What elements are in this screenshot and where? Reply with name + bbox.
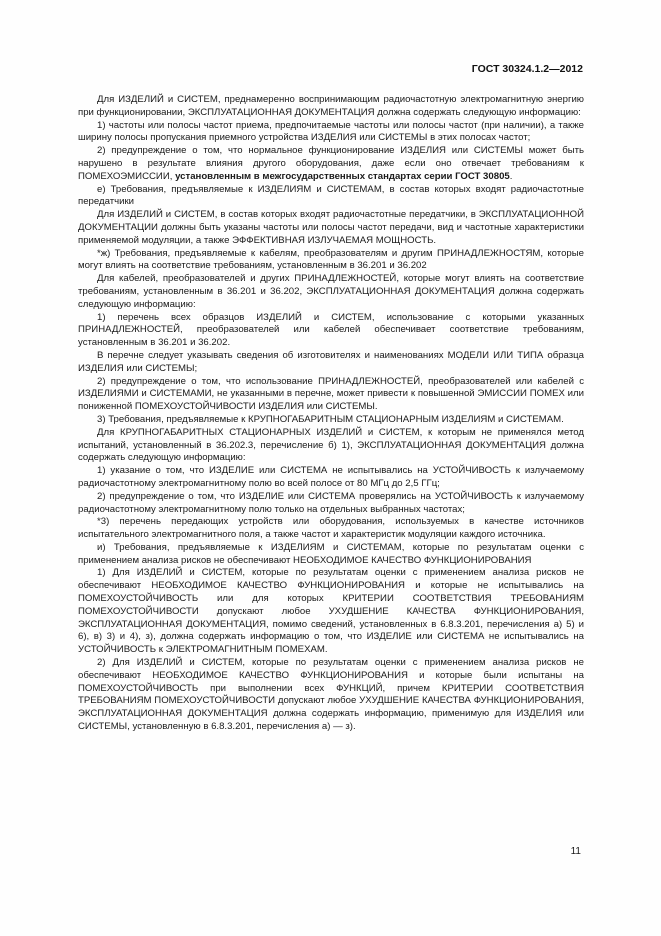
paragraph: Для ИЗДЕЛИЙ и СИСТЕМ, преднамеренно воспринимающим радиочастотную электромагнитную энергию при функционировании, ЭКСПЛУАТАЦИОННАЯ ДОКУМЕНТАЦИЯ должна содержать следующую информацию: <box>78 94 584 118</box>
paragraph: е) Требования, предъявляемые к ИЗДЕЛИЯМ и СИСТЕМАМ, в состав которых входят радиочастотные передатчики <box>78 183 584 208</box>
bold-tail: . <box>509 170 513 182</box>
paragraph: 1) частоты или полосы частот приема, предпочитаемые частоты или полосы частот (при наличии), а также ширину полосы пропускания приемного устройства ИЗДЕЛИЯ или СИСТЕМЫ в этих полосах частот; <box>78 119 584 144</box>
paragraph: 1) перечень всех образцов ИЗДЕЛИЙ и СИСТЕМ, использование с которыми указанных ПРИНАДЛЕЖНОСТЕЙ, преобразователей или кабелей обеспечивает соответствие требованиям, установленным в 36.201 и 36.202. <box>78 311 584 349</box>
paragraph: Для ИЗДЕЛИЙ и СИСТЕМ, в состав которых входят радиочастотные передатчики, в ЭКСПЛУАТАЦИОННОЙ ДОКУМЕНТАЦИИ должны быть указаны частоты или полосы частот передачи, вид и частотные характеристики применяемой модуляции, а также ЭФФЕКТИВНАЯ ИЗЛУЧАЕМАЯ МОЩНОСТЬ. <box>78 209 584 246</box>
document-body <box>78 94 584 734</box>
paragraph-with-bold <box>78 145 584 183</box>
paragraph: 1) указание о том, что ИЗДЕЛИЕ или СИСТЕМА не испытывались на УСТОЙЧИВОСТЬ к излучаемому радиочастотному электромагнитному полю во всей полосе от 80 МГц до 2,5 ГГц; <box>78 465 584 489</box>
paragraph: и) Требования, предъявляемые к ИЗДЕЛИЯМ и СИСТЕМАМ, которые по результатам оценки с применением анализа рисков не обеспечивают НЕОБХОДИМОЕ КАЧЕСТВО ФУНКЦИОНИРОВАНИЯ <box>78 541 584 566</box>
paragraph: *3) перечень передающих устройств или оборудования, используемых в качестве источников испытательного электромагнитного поля, а также частот и характеристик модуляции каждого источника. <box>78 516 584 541</box>
paragraph: 2) предупреждение о том, что ИЗДЕЛИЕ или СИСТЕМА проверялись на УСТОЙЧИВОСТЬ к излучаемому радиочастотному электромагнитному полю только на отдельных выбранных частотах; <box>78 490 584 515</box>
paragraph: *ж) Требования, предъявляемые к кабелям, преобразователям и другим ПРИНАДЛЕЖНОСТЯМ, которые могут влиять на соответствие требованиям, установленным в 36.201 и 36.202 <box>78 247 584 272</box>
paragraph: Для кабелей, преобразователей и других ПРИНАДЛЕЖНОСТЕЙ, которые могут влиять на соответствие требованиям, установленным в 36.201 и 36.202, ЭКСПЛУАТАЦИОННАЯ ДОКУМЕНТАЦИЯ должна содержать следующую информацию: <box>78 273 584 310</box>
document-header: ГОСТ 30324.1.2—2012 <box>471 63 583 75</box>
paragraph: 3) Требования, предъявляемые к КРУПНОГАБАРИТНЫМ СТАЦИОНАРНЫМ ИЗДЕЛИЯМ и СИСТЕМАМ. <box>97 413 564 425</box>
paragraph: В перечне следует указывать сведения об изготовителях и наименованиях МОДЕЛИ ИЛИ ТИПА образца ИЗДЕЛИЯ или СИСТЕМЫ; <box>78 349 584 374</box>
paragraph: 1) Для ИЗДЕЛИЙ и СИСТЕМ, которые по результатам оценки с применением анализа рисков не обеспечивают НЕОБХОДИМОЕ КАЧЕСТВО ФУНКЦИОНИРОВАНИЯ и которые не испытывались на ПОМЕХОУСТОЙЧИВОСТЬ или для которых КРИТЕРИИ СООТВЕТСТВИЯ ТРЕБОВАНИЯМ ПОМЕХОУСТОЙЧИВОСТИ допускают любое УХУДШЕНИЕ КАЧЕСТВА ФУНКЦИОНИРОВАНИЯ, ЭКСПЛУАТАЦИОННАЯ ДОКУМЕНТАЦИЯ, помимо сведений, установленных в 6.8.3.201, перечисления а) 5) и 6), в) 3) и 4), з), должна содержать информацию о том, что ИЗДЕЛИЕ или СИСТЕМА не испытывались на УСТОЙЧИВОСТЬ к ЭЛЕКТРОМАГНИТНЫМ ПОМЕХАМ. <box>78 567 584 656</box>
paragraph-text: 2) предупреждение о том, что нормальное функционирование ИЗДЕЛИЯ или СИСТЕМЫ может быть нарушено в результате влияния другого оборудования, даже если оно отвечает требованиям к ПОМЕХОЭМИССИИ, <box>78 145 584 182</box>
page-number: 11 <box>570 846 581 857</box>
paragraph: 2) предупреждение о том, что использование ПРИНАДЛЕЖНОСТЕЙ, преобразователей или кабелей с ИЗДЕЛИЯМИ и СИСТЕМАМИ, не указанными в перечне, может привести к повышенной ЭМИССИИ ПОМЕХ или пониженной ПОМЕХОУСТОЙЧИВОСТИ ИЗДЕЛИЯ или СИСТЕМЫ. <box>78 375 584 413</box>
bold-reference: установленным в межгосударственных стандартах серии ГОСТ 30805 <box>175 170 510 182</box>
paragraph: 2) Для ИЗДЕЛИЙ и СИСТЕМ, которые по результатам оценки с применением анализа рисков не обеспечивают НЕОБХОДИМОЕ КАЧЕСТВО ФУНКЦИОНИРОВАНИЯ и которые были испытаны на ПОМЕХОУСТОЙЧИВОСТЬ при выполнении всех ФУНКЦИЙ, причем КРИТЕРИИ СООТВЕТСТВИЯ ТРЕБОВАНИЯМ ПОМЕХОУСТОЙЧИВОСТИ допускают любое УХУДШЕНИЕ КАЧЕСТВА ФУНКЦИОНИРОВАНИЯ, ЭКСПЛУАТАЦИОННАЯ ДОКУМЕНТАЦИЯ должна содержать информацию, применимую для ИЗДЕЛИЯ или СИСТЕМЫ, установленную в 6.8.3.201, перечисления а) — з). <box>78 657 584 733</box>
paragraph: Для КРУПНОГАБАРИТНЫХ СТАЦИОНАРНЫХ ИЗДЕЛИЙ и СИСТЕМ, к которым не применялся метод испытаний, установленный в 36.202.3, перечисление б) 1), ЭКСПЛУАТАЦИОННАЯ ДОКУМЕНТАЦИЯ должна содержать следующую информацию: <box>78 426 584 464</box>
